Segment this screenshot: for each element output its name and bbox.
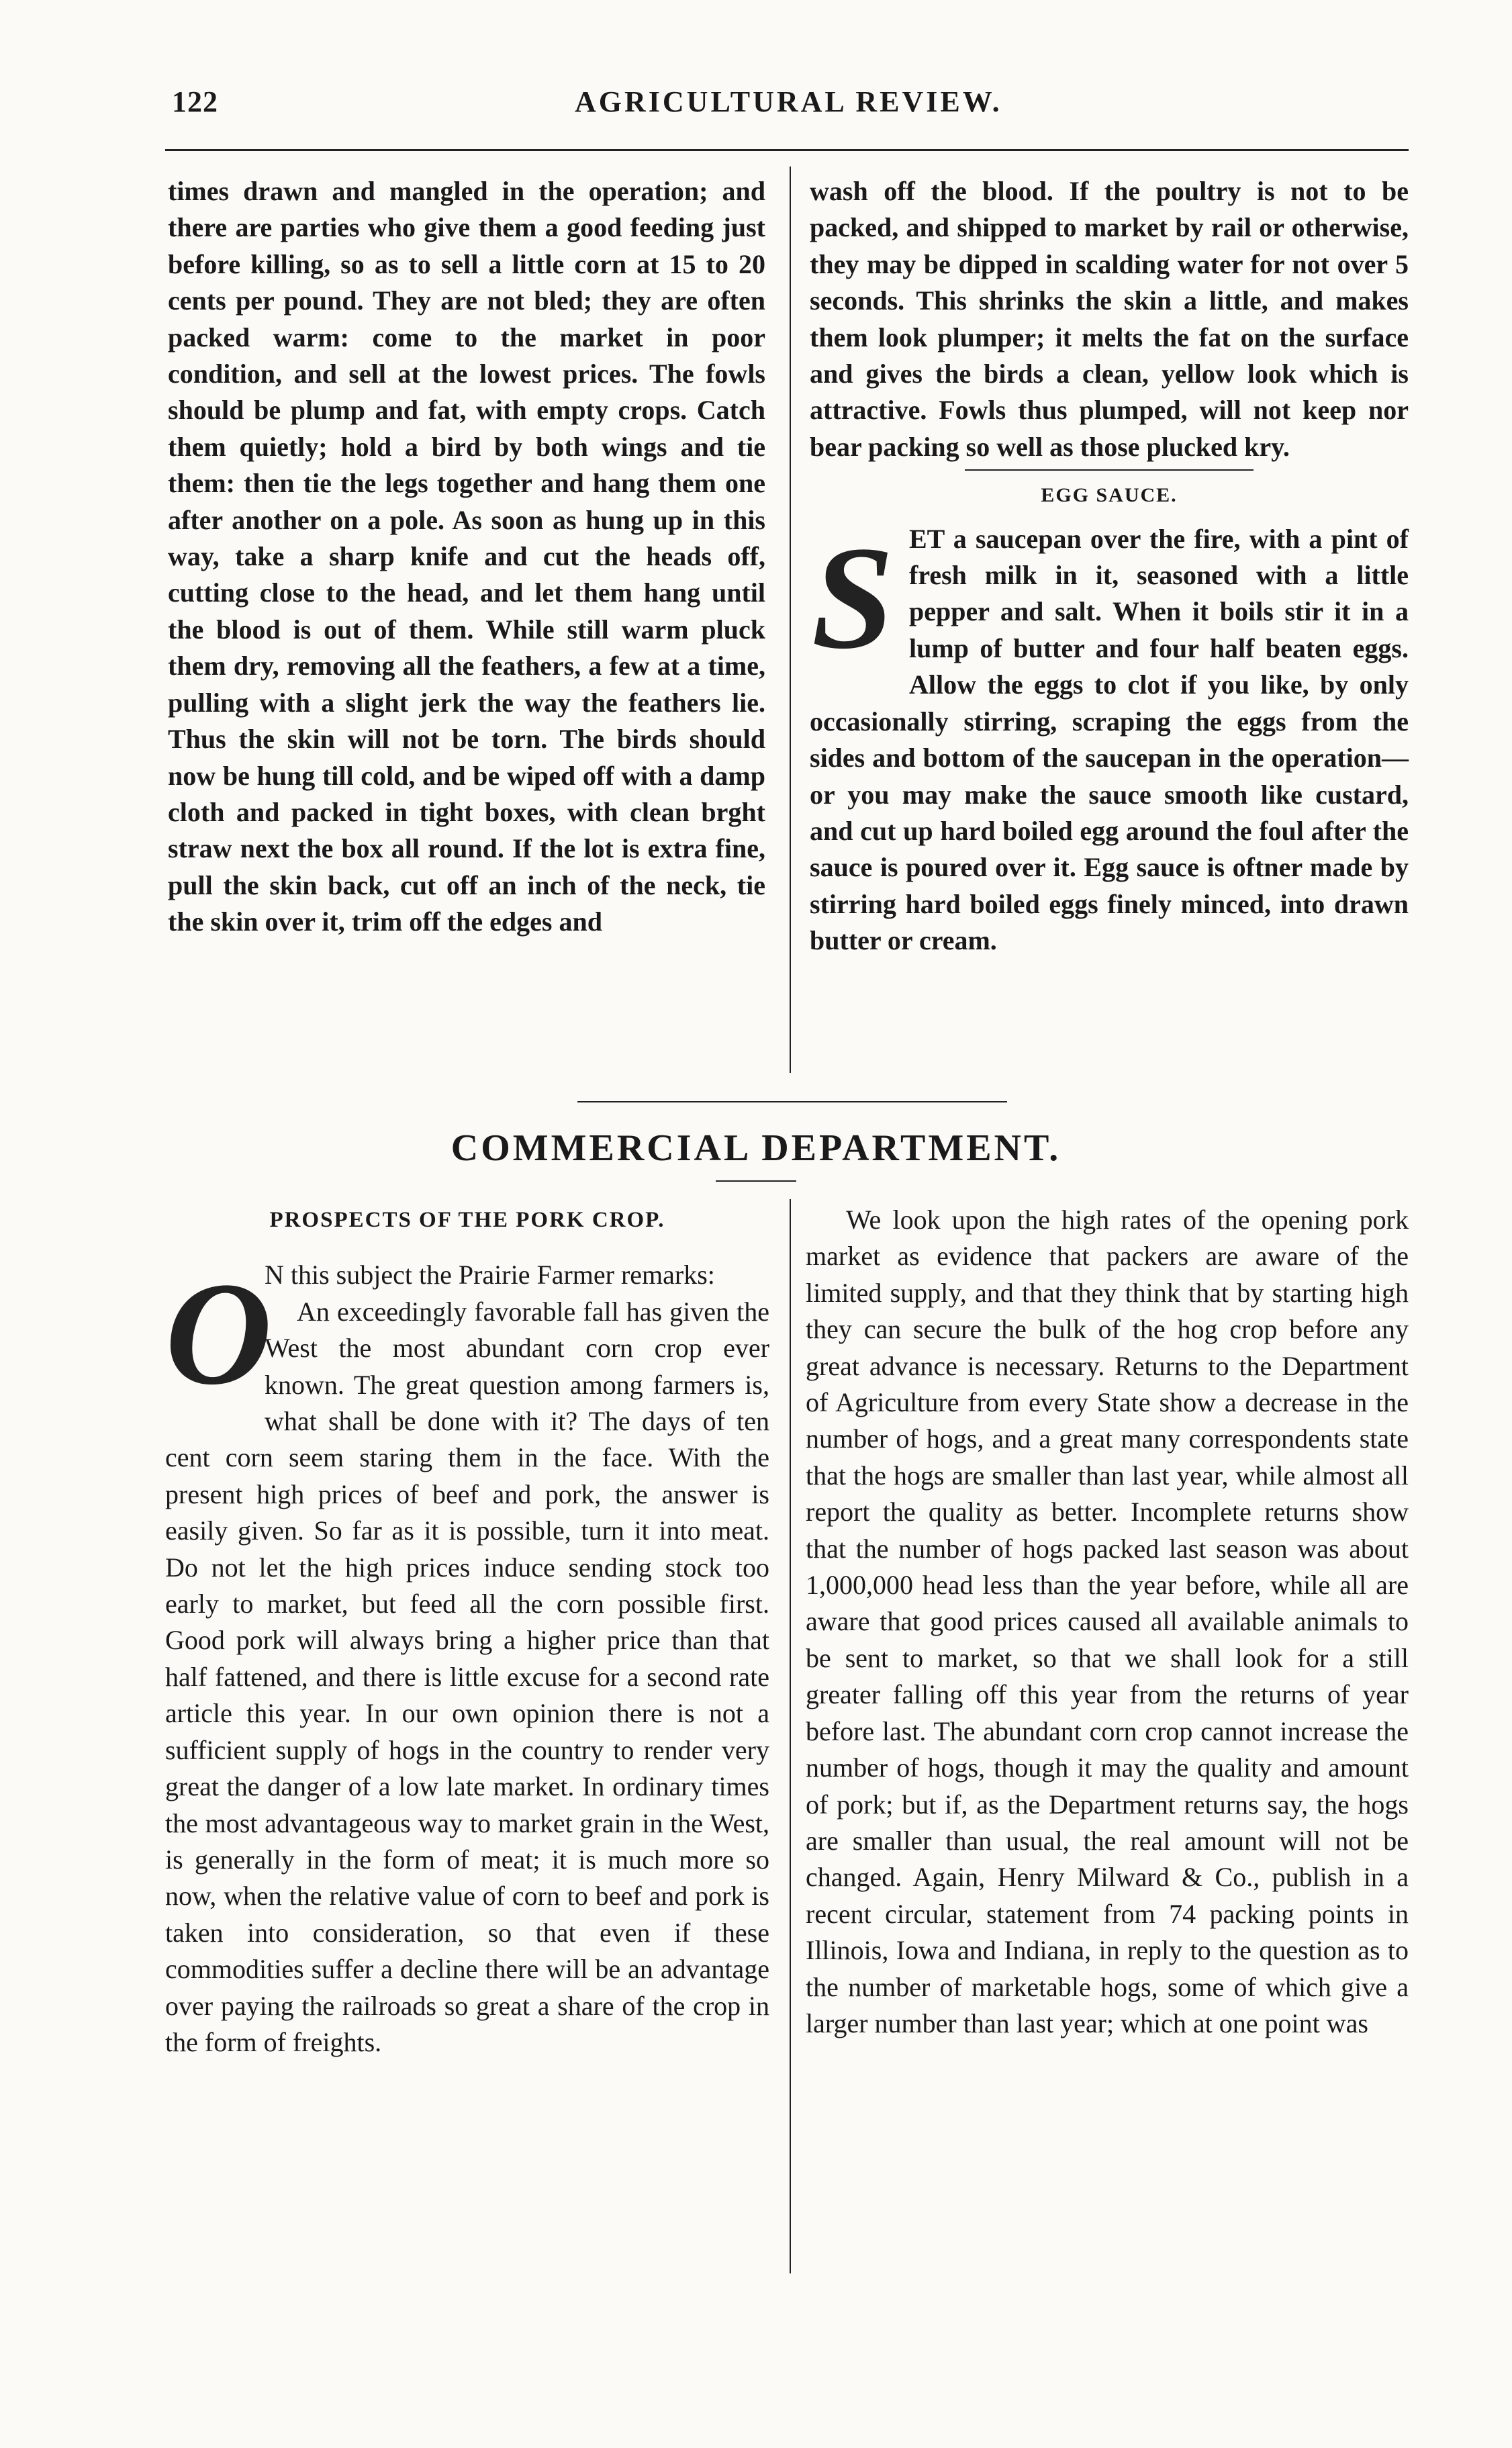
section-rule xyxy=(577,1101,1007,1102)
poultry-closing-text: wash off the blood. If the poultry is not to be packed, and shipped to market by rail or otherwise, they may be dipped in scalding water for not over 5 seconds. This shrinks the skin a little, and makes them look plumper; it melts the fat on the surface and gives the birds a clean, yellow look which is attractive. Fowls thus plumped, will not keep nor bear packing so well as those plucked kry. xyxy=(810,176,1409,462)
egg-sauce-text: ET a saucepan over the fire, with a pint of fresh milk in it, seasoned with a little pepper and salt. When it boils stir it in a lump of butter and four half beaten eggs. Allow the eggs to clot if you like, by only occasionally stirring, scraping the eggs from the sides and bottom of the saucepan in the operation—or you may make the sauce smooth like custard, and cut up hard boiled egg around the foul after the sauce is poured over it. Egg sauce is oftner made by stirring hard boiled eggs finely minced, into drawn butter or cream. xyxy=(810,523,1409,956)
header-rule xyxy=(165,149,1409,151)
article-heading: PROSPECTS OF THE PORK CROP. xyxy=(269,1208,665,1232)
section-title-rule xyxy=(716,1180,796,1182)
article-commentary-text: We look upon the high rates of the opening pork market as evidence that packers are aware of the limited supply, and that they think that by starting high they can secure the bulk of the hog crop before any great advance is necessary. Returns to the Department of Agriculture from every State show a decrease in the number of hogs, and a great many correspondents state that the hogs are smaller than last year, while almost all report the quality as better. Incomplete returns show that the number of hogs packed last season was about 1,000,000 head less than the year before, while all are aware that good prices caused all available animals to be sent to market, so that we shall look for a still greater falling off this year from the returns of year before last. The abundant corn crop cannot increase the number of hogs, though it may the quality and amount of pork; but if, as the Department returns say, the hogs are smaller than usual, the real amount will not be changed. Again, Henry Milward & Co., publish in a recent circular, statement from 74 packing points in Illinois, Iowa and Indiana, in reply to the question as to the number of marketable hogs, some of which give a larger number than last year; which at one point was xyxy=(806,1205,1409,2038)
section-title: COMMERCIAL DEPARTMENT. xyxy=(451,1127,1061,1169)
lower-left-column xyxy=(165,1202,769,2061)
lower-column-divider xyxy=(790,1199,791,2273)
upper-column-divider xyxy=(790,167,791,1073)
page-number: 122 xyxy=(172,85,218,118)
article-intro: N this subject the Prairie Farmer remarks: xyxy=(265,1260,715,1290)
article-quote-text: An exceedingly favorable fall has given the West the most abundant corn crop ever known. The great question among farmers is, what shall be done with it? The days of ten cent corn seem staring them in the face. With the present high prices of beef and pork, the answer is easily given. So far as it is possible, turn it into meat. Do not let the high prices induce sending stock too early to market, but feed all the corn possible first. Good pork will always bring a higher price than that half fattened, and there is little excuse for a second rate article this year. In our own opinion there is not a sufficient supply of hogs in the country to render very great the danger of a low late market. In ordinary times the most advantageous way to market grain in the West, is generally in the form of meat; it is much more so now, when the relative value of corn to beef and pork is taken into consideration, so that even if these commodities suffer a decline there will be an advantage over paying the railroads so great a share of the crop in the form of freights. xyxy=(165,1296,769,2057)
upper-right-column xyxy=(810,173,1409,959)
egg-sauce-heading: EGG SAUCE. xyxy=(1041,484,1178,507)
upper-left-column xyxy=(168,173,765,941)
article-dropcap: O xyxy=(165,1252,272,1416)
egg-sauce-dropcap: S xyxy=(811,515,894,679)
poultry-continued-text: times drawn and mangled in the operation; and there are parties who give them a good feeding just before killing, so as to sell a little corn at 15 to 20 cents per pound. They are not bled; they are often packed warm: come to the market in poor condition, and sell at the lowest prices. The fowls should be plump and fat, with empty crops. Catch them quietly; hold a bird by both wings and tie them: then tie the legs together and hang them one after another on a pole. As soon as hung up in this way, take a sharp knife and cut the heads off, cutting close to the head, and let them hang until the blood is out of them. While still warm pluck them dry, removing all the feathers, a few at a time, pulling with a slight jerk the way the feathers lie. Thus the skin will not be torn. The birds should now be hung till cold, and be wiped off with a damp cloth and packed in tight boxes, with clean brght straw next the box all round. If the lot is extra fine, pull the skin back, cut off an inch of the neck, tie the skin over it, trim off the edges and xyxy=(168,176,765,937)
lower-right-column xyxy=(806,1202,1409,2042)
egg-sauce-rule xyxy=(965,469,1254,471)
running-title: AGRICULTURAL REVIEW. xyxy=(575,85,1002,118)
